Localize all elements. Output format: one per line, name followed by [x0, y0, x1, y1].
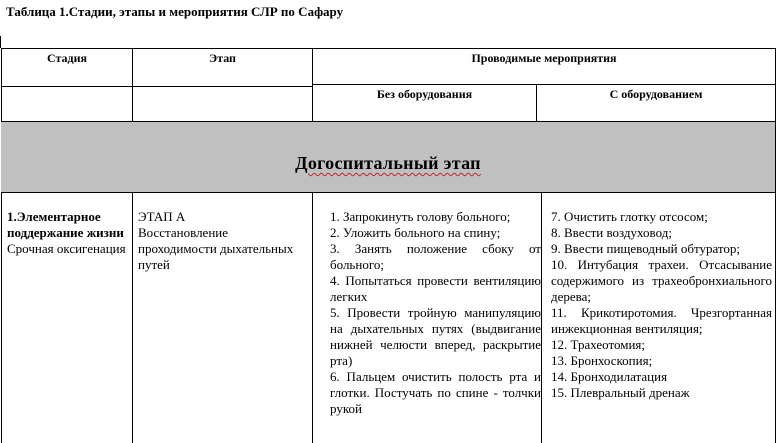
- header-step: Этап: [209, 51, 236, 65]
- list-item: 1. Запрокинуть голову больного;: [330, 209, 511, 224]
- list-item: 15. Плевральный дренаж: [551, 385, 690, 400]
- list-item: 2. Уложить больного на спину;: [330, 225, 501, 240]
- list-item: 8. Ввести воздуховод;: [551, 225, 672, 240]
- col-divider-3-body: [541, 192, 542, 443]
- list-item: 11. Крикотиротомия. Чрезгортанная инжекционная вентиляция;: [551, 305, 772, 336]
- header-measures: Проводимые мероприятия: [471, 51, 617, 65]
- table-border-top: [1, 48, 775, 49]
- list-item: 10. Интубация трахеи. Отсасывание содержимого из трахеобронхиального дерева;: [551, 257, 772, 304]
- step-cell: [138, 209, 308, 273]
- col-divider-2-body: [312, 192, 313, 443]
- section-title: Догоспитальный этап: [295, 153, 481, 173]
- col-divider-1-body: [132, 192, 133, 443]
- header-without-equipment: Без оборудования: [376, 87, 473, 101]
- list-item: 3. Занять положение сбоку от больного;: [330, 241, 541, 272]
- without-equipment-cell: [330, 209, 541, 417]
- list-item: 14. Бронходилатация: [551, 369, 668, 384]
- list-item: 9. Ввести пищеводный обтуратор;: [551, 241, 741, 256]
- list-item: 6. Пальцем очистить полость рта и глотки. Постучать по спине - толчки рукой: [330, 369, 541, 416]
- list-item: 5. Провести тройную манипуляцию на дыхательных путях (выдвигание нижней челюсти вперед, раскрытие рта): [330, 305, 541, 368]
- table-border-left: [1, 48, 2, 443]
- header-with-equipment: С оборудованием: [609, 87, 703, 101]
- stage-cell: [7, 209, 129, 257]
- with-equipment-cell: [551, 209, 772, 401]
- header-divider: [312, 84, 775, 85]
- list-item: 12. Трахеотомия;: [551, 337, 646, 352]
- list-item: 4. Попытаться провести вентиляцию легких: [330, 273, 541, 304]
- step-title: ЭТАП А: [138, 209, 186, 224]
- margin-marker: [0, 36, 1, 48]
- list-item: 13. Бронхоскопия;: [551, 353, 653, 368]
- table-caption: Таблица 1.Стадии, этапы и мероприятия СЛР по Сафару: [6, 4, 344, 19]
- header-divider-left: [1, 86, 312, 87]
- section-bottom-border: [1, 192, 775, 193]
- list-item: 7. Очистить глотку отсосом;: [551, 209, 708, 224]
- step-description: Восстановление проходимости дыхательных путей: [138, 225, 294, 272]
- stage-name: 1.Элементарное поддержание жизни: [7, 209, 124, 240]
- stage-subtitle: Срочная оксигенация: [7, 241, 126, 256]
- header-stage: Стадия: [46, 51, 88, 65]
